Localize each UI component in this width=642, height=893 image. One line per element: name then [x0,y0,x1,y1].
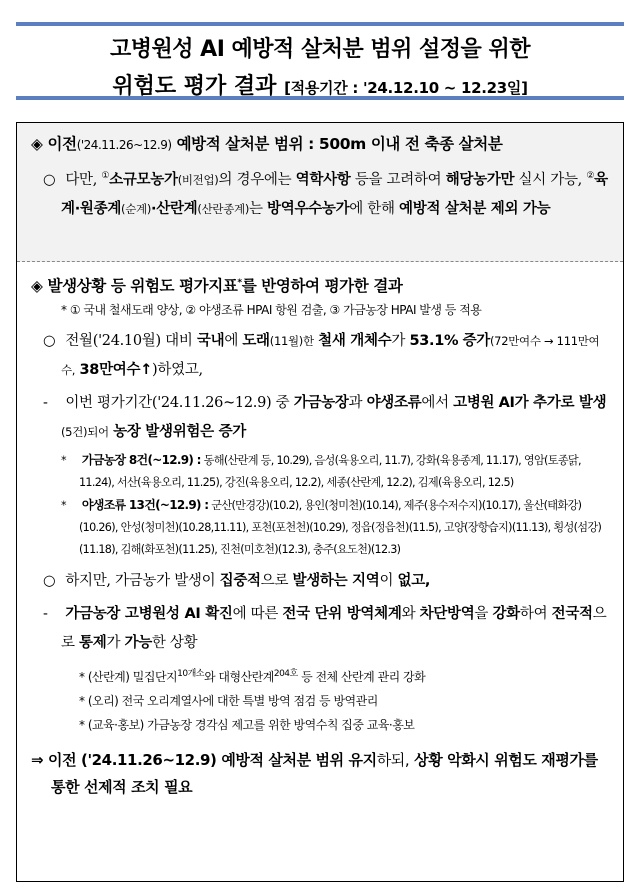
text: 을 [474,606,489,623]
text: 하되, [376,751,410,770]
text: 상황 악화시 [414,751,490,770]
concentration-paragraph [31,567,611,596]
text-bold: 증가 [462,333,490,350]
text-bold: 가금농장 [293,395,349,412]
text-bold: 야생조류 [366,395,422,412]
education-note: * (교육·홍보) 가금농장 경각심 제고를 위한 방역수칙 집중 교육·홍보 [79,718,415,733]
text: )하였고, [152,362,203,379]
text: 이 [379,573,394,590]
text: 하지만, 가금농가 발생이 [65,573,216,590]
layer-hen-note [31,662,611,689]
text-bold: 방역우수농가 [267,200,350,217]
text-bold: 집중적 [219,573,261,590]
previous-scope-heading [31,131,611,158]
text-bold: 전국 단위 방역체계 [282,606,402,623]
assessment-heading [31,270,611,299]
text-bold: 강화 [492,606,520,623]
asterisk-bullet: * [61,499,66,513]
text: 에 한해 [349,200,395,217]
text: 와 [401,606,416,623]
heading-prev-period: ('24.11.26~12.9) [76,138,172,152]
text-bold: ·산란계 [151,200,198,217]
text-bold: 38만여수↑ [79,362,153,379]
circle-bullet-icon: ○ [43,333,56,350]
text-small: (72만여수 → 111만여수, [61,334,600,378]
text-bold: 발생하는 지역 [292,573,380,590]
text: 전월('24.10월) 대비 [65,333,193,350]
text: 의 경우에는 [218,171,292,188]
wild-list-heading: 야생조류 13건(~12.9) : [81,498,209,513]
text-bold: 국내 [196,333,225,350]
farm-list-line: 영암(토종닭, 11.24), 서산(육용오리, 11.25), 강진(육용오리, 12.2), 세종(산란계, 12.2), 김제(육용오리, 12.5) [79,454,581,490]
application-period: [적용기간 : '24.12.10 ~ 12.23일] [284,79,528,97]
text: 에서 [421,395,449,412]
page-subtitle [16,69,624,100]
text: 발생상황 등 위험도 [47,277,175,296]
content-box [16,122,624,882]
text-bold: 예방적 살처분 제외 가능 [399,200,551,217]
text: 이번 평가기간('24.11.26~12.9) 중 [65,395,290,412]
text-bold: 육계·원종계 [61,171,608,217]
circle-bullet-icon: ○ [43,171,56,188]
text-bold: 없고, [397,573,431,590]
text: 평가한 결과 [324,277,403,296]
text-bold: 고병원 [453,395,495,412]
text: 가 [391,333,406,350]
text-small: (5건)되어 [61,425,109,440]
text-bold: 53.1% [409,333,459,350]
superscript: * [237,278,242,288]
text: 예방적 살처분 범위 유지 [221,751,377,770]
text-bold: 가능 [124,635,152,652]
text: 와 대형산란계 [203,670,274,685]
text-bold: 통제 [79,635,107,652]
text: 등 전체 산란계 관리 강화 [301,670,426,685]
exception-paragraph [31,162,611,224]
text-bold: 농장 발생위험은 증가 [113,424,246,441]
title-box [16,22,624,100]
text: 에 [224,333,239,350]
wild-list-line: 군산(만경강)(10.2), 용인(청미천)(10.14), 제주(용수저수지)(10.17), 울산(태화강)(10.26), 안성(청미천)(10.28,11.11), [79,499,582,535]
text: 등을 고려하여 [354,171,442,188]
text: * (산란계) 밀집단지 [79,670,178,685]
indicator-note: * ① 국내 철새도래 양상, ② 야생조류 HPAI 항원 검출, ③ 가금농장 HPAI 발생 등 적용 [61,303,482,318]
text-bold: 소규모농가 [109,171,178,188]
superscript: ② [586,171,595,181]
text: 반영 [261,277,291,296]
text-small: (산란종계) [197,201,249,216]
text: 위험도 재평가를 통한 선제적 조치 필요 [51,751,598,797]
outbreak-paragraph [31,389,611,447]
text: 다만, [65,171,98,188]
heading-prev-scope: 예방적 살처분 범위 : 500m 이내 전 축종 살처분 [176,135,503,153]
wild-list-line: 포천(포천천)(10.29), 정읍(정읍천)(11.5), 고양(장항습지)(11.13), 횡성(섬강)(11.18), 김해(화포천)(11.25), 진천(미호천)(12.3), 충주(요도천)(12.3) [79,521,602,557]
diamond-bullet-icon: ◈ [31,135,43,153]
text: 평가지표 [179,277,238,296]
text-bold: 차단방역 [419,606,475,623]
dash-bullet: - [43,606,48,623]
text-bold: 철새 개체수 [318,333,392,350]
text: 를 [241,277,257,296]
text-bold: 역학사항 [295,171,351,188]
text-bold: 가금농장 고병원성 AI 확진 [65,606,233,623]
circle-bullet-icon: ○ [43,573,56,590]
text: 한 상황 [151,635,198,652]
farm-list-heading: 가금농장 8건(~12.9) : [81,453,201,468]
assessment-section [17,262,623,801]
asterisk-bullet: * [61,454,66,468]
farm-list-line: 동해(산란계 등, 10.29), 음성(육용오리, 11.7), 강화(육용종계, 11.17), [203,454,521,468]
page-title: 고병원성 AI 예방적 살처분 범위 설정을 위한 [110,37,530,62]
text-small: (11월)한 [269,334,314,349]
text: 실시 가능, [518,171,582,188]
text: 과 [348,395,363,412]
text: 이전 ('24.11.26~12.9) [48,751,217,770]
superscript: ① [101,171,110,181]
previous-scope-section [17,123,623,262]
text-bold: AI가 추가로 발생 [498,395,607,412]
text-small: (비전업) [177,172,219,187]
text: 에 따른 [232,606,279,623]
farm-outbreak-list [31,449,611,494]
text: 으로 [260,573,289,590]
text: 하여 [519,606,548,623]
diamond-bullet-icon: ◈ [31,277,43,296]
dash-bullet: - [43,395,48,412]
text: 는 [249,200,263,217]
text-bold: 도래 [242,333,270,350]
control-paragraph [31,600,611,658]
text: 하여 [290,277,320,296]
subtitle-main: 위험도 평가 결과 [112,74,277,99]
right-double-arrow-icon: ⇒ [31,751,44,770]
text-small: (순계) [121,201,152,216]
wild-bird-outbreak-list [31,494,611,561]
superscript: 204호 [273,669,298,680]
text-bold: 해당농가만 [445,171,515,188]
conclusion [31,747,611,801]
text-bold: 전국적 [551,606,593,623]
text: 가 [106,635,121,652]
superscript: 10개소 [177,669,204,680]
duck-note: * (오리) 전국 오리계열사에 대한 특별 방역 점검 등 방역관리 [79,694,378,709]
heading-prev: 이전 [47,135,77,153]
text: 으로 [61,606,607,652]
migratory-bird-paragraph [31,327,611,385]
